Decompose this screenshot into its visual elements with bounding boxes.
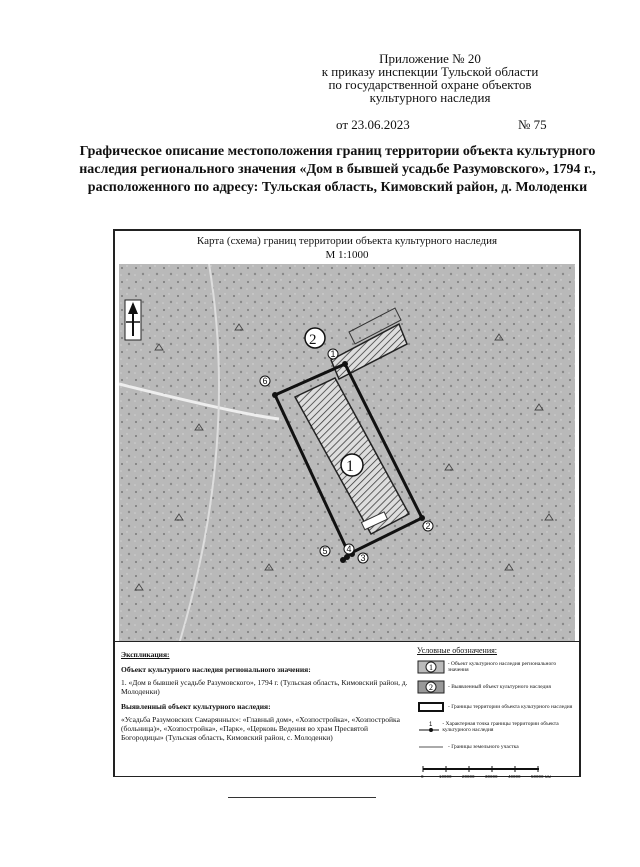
point-label: 3: [360, 553, 366, 563]
legend-text: - Объект культурного наследия регионального значения: [447, 661, 557, 673]
scale-tick: 20000: [462, 774, 475, 779]
appendix-line: Приложение № 20: [379, 51, 481, 66]
object-1-marker: 1: [346, 458, 354, 475]
explication-heading: Экспликация:: [121, 650, 170, 659]
explication: [121, 650, 411, 748]
regional-heading: Объект культурного наследия регионального значения:: [121, 665, 311, 674]
scale-tick: 0: [421, 774, 424, 779]
legend-item: [417, 677, 577, 697]
north-arrow-icon: [125, 300, 141, 340]
footer-divider: [228, 797, 376, 798]
territory-boundary-icon: [417, 700, 445, 714]
map-scale: М 1:1000: [325, 249, 369, 261]
regional-object-icon: [417, 660, 445, 674]
identified-text: «Усадьба Разумовских Самарянных»: «Главный дом», «Хозпостройка», «Хозпостройка (больница)», «Хозпостройка», «Парк», «Церковь Ведения во храм Пресвятой Богородицы» (Тульская область, Кимовский район, с. Молоденки): [121, 715, 400, 742]
scale-tick: 10000: [439, 774, 452, 779]
document-title: Графическое описание местоположения границ территории объекта культурного наследия регионального значения «Дом в бывшей усадьбе Разумовского», 1794 г., расположенного по адресу: Тульская область, Кимовский район, д. Молоденки: [79, 144, 596, 195]
svg-text:1: 1: [429, 663, 433, 672]
legend-item: [417, 717, 577, 737]
point-label: 5: [322, 546, 328, 556]
identified-heading: Выявленный объект культурного наследия:: [121, 702, 271, 711]
legend: [417, 646, 577, 779]
land-plot-boundary-icon: [417, 740, 445, 754]
object-2-marker: 2: [309, 332, 317, 348]
order-date: от 23.06.2023: [336, 117, 410, 132]
scale-tick: 30000: [485, 774, 498, 779]
appendix-line: к приказу инспекции Тульской области: [321, 64, 539, 79]
scale-tick: 40000: [508, 774, 521, 779]
legend-item: [417, 657, 577, 677]
legend-heading: Условные обозначения:: [417, 646, 498, 655]
regional-text: 1. «Дом в бывшей усадьбе Разумовского», 1794 г. (Тульская область, Кимовский район, д. Молоденки): [121, 678, 408, 696]
svg-text:2: 2: [429, 683, 433, 692]
appendix-line: культурного наследия: [369, 90, 491, 105]
appendix-block: [280, 52, 580, 104]
point-label: 2: [425, 521, 431, 531]
legend-text: - Границы территории объекта культурного наследия: [448, 704, 573, 710]
boundary-point-icon: [417, 720, 439, 734]
legend-item: [417, 697, 577, 717]
scale-bar: [421, 766, 569, 780]
identified-object-icon: [417, 680, 445, 694]
svg-text:1: 1: [429, 722, 433, 728]
point-label: 6: [262, 376, 268, 386]
point-label: 1: [330, 349, 336, 359]
point-label: 4: [346, 544, 352, 554]
legend-zone: [115, 641, 579, 779]
legend-text: - Выявленный объект культурного наследия: [448, 684, 551, 690]
legend-text: - Характерная точка границы территории объекта культурного наследия: [442, 721, 559, 733]
map-scheme: [119, 264, 575, 644]
map-frame: [113, 229, 581, 777]
order-number: № 75: [518, 117, 547, 132]
map-title: Карта (схема) границ территории объекта культурного наследия: [196, 235, 498, 247]
legend-text: - Границы земельного участка: [448, 744, 519, 750]
appendix-line: по государственной охране объектов: [328, 77, 532, 92]
legend-item: [417, 737, 577, 757]
scale-tick: 50000 мм: [531, 774, 551, 779]
